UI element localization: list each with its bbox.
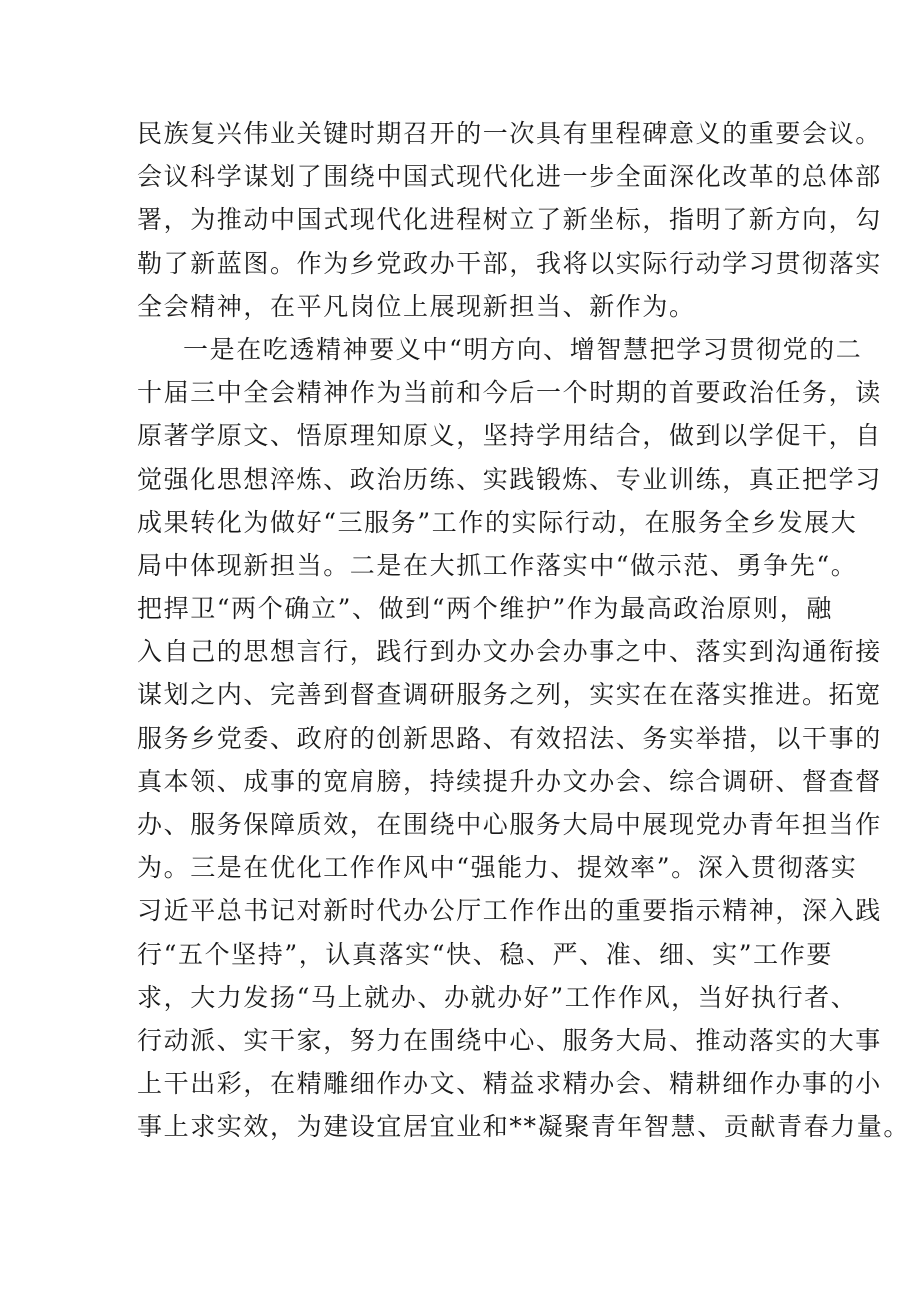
text-line: 服务乡党委、政府的创新思路、有效招法、务实举措，以干事的 xyxy=(137,723,882,753)
text-line: 局中体现新担当。二是在大抓工作落实中“做示范、勇争先“。 xyxy=(137,550,858,580)
text-line: 求，大力发扬“马上就办、办就办好”工作作风，当好执行者、 xyxy=(137,982,858,1012)
text-line: 十届三中全会精神作为当前和今后一个时期的首要政治任务，读 xyxy=(137,378,882,408)
text-line: 勒了新蓝图。作为乡党政办干部，我将以实际行动学习贯彻落实 xyxy=(137,248,882,278)
text-line: 行“五个坚持”，认真落实“快、稳、严、准、细、实”工作要 xyxy=(137,939,833,969)
text-line: 会议科学谋划了围绕中国式现代化进一步全面深化改革的总体部 xyxy=(137,162,882,192)
document-body xyxy=(137,112,911,1149)
text-line: 原著学原文、悟原理知原义，坚持学用结合，做到以学促干，自 xyxy=(137,421,882,451)
text-line: 民族复兴伟业关键时期召开的一次具有里程碑意义的重要会议。 xyxy=(137,119,882,148)
text-line: 谋划之内、完善到督查调研服务之列，实实在在落实推进。拓宽 xyxy=(137,680,882,710)
text-line: 上干出彩，在精雕细作办文、精益求精办会、精耕细作办事的小 xyxy=(137,1069,882,1099)
text-line: 办、服务保障质效，在围绕中心服务大局中展现党办青年担当作 xyxy=(137,810,882,839)
text-line: 习近平总书记对新时代办公厅工作作出的重要指示精神，深入践 xyxy=(137,896,882,926)
text-line: 成果转化为做好“三服务”工作的实际行动，在服务全乡发展大 xyxy=(137,507,858,537)
text-line: 一是在吃透精神要义中“明方向、增智慧把学习贯彻党的二 xyxy=(183,334,863,364)
text-line: 把捍卫“两个确立”、做到“两个维护”作为最高政治原则，融 xyxy=(137,594,833,624)
text-line: 行动派、实干家，努力在围绕中心、服务大局、推动落实的大事 xyxy=(137,1025,882,1055)
text-line: 觉强化思想淬炼、政治历练、实践锻炼、专业训练，真正把学习 xyxy=(137,464,882,494)
text-line: 为。三是在优化工作作风中“强能力、提效率”。深入贯彻落实 xyxy=(137,853,858,883)
text-line: 真本领、成事的宽肩膀，持续提升办文办会、综合调研、督查督 xyxy=(137,766,882,796)
text-line: 事上求实效，为建设宜居宜业和**凝聚青年智慧、贡献青春力量。 xyxy=(137,1112,911,1142)
text-line: 全会精神，在平凡岗位上展现新担当、新作为。 xyxy=(137,291,696,321)
text-line: 署，为推动中国式现代化进程树立了新坐标，指明了新方向，勾 xyxy=(137,205,882,235)
text-line: 入自己的思想言行，践行到办文办会办事之中、落实到沟通衔接 xyxy=(137,637,882,667)
